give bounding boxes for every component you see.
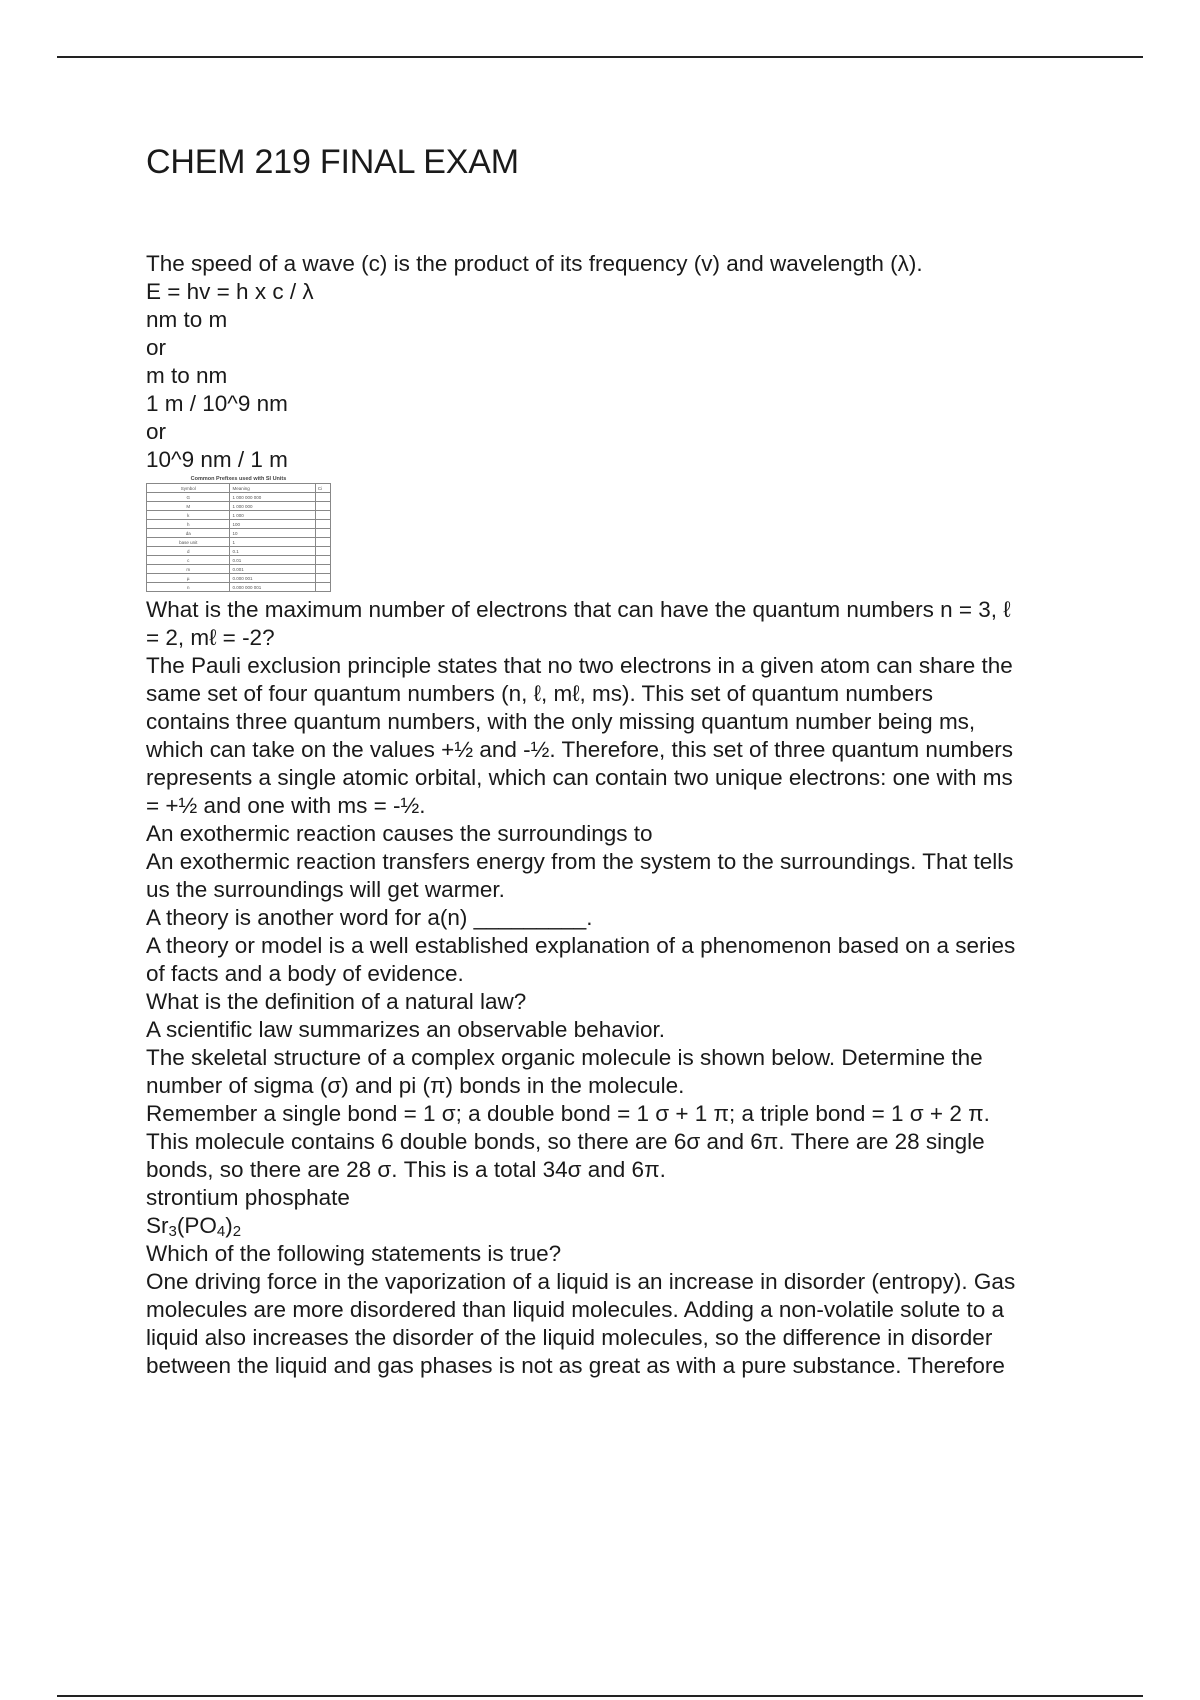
text-line: which can take on the values +½ and -½. Therefore, this set of three quantum numbers [146, 737, 1013, 762]
formula-part: Sr [146, 1213, 169, 1238]
text-line: One driving force in the vaporization of a liquid is an increase in disorder (entropy). Gas [146, 1269, 1016, 1294]
formula-part: (PO [176, 1213, 217, 1238]
text-line: liquid also increases the disorder of the liquid molecules, so the difference in disorder [146, 1325, 993, 1350]
text-line: or [146, 419, 167, 444]
table-row [147, 520, 331, 529]
text-line: = 2, mℓ = -2? [146, 625, 275, 650]
text-line: nm to m [146, 307, 228, 332]
top-rule [57, 56, 1143, 58]
text-line: bonds, so there are 28 σ. This is a total 34σ and 6π. [146, 1157, 666, 1182]
table-cell: h [147, 520, 230, 529]
table-row [147, 529, 331, 538]
formula-subscript: 2 [232, 1223, 242, 1240]
table-row [147, 511, 331, 520]
table-cell [315, 547, 330, 556]
si-prefix-table [146, 476, 331, 592]
intro-section [146, 250, 1086, 474]
table-row [147, 502, 331, 511]
text-line: The speed of a wave (c) is the product of its frequency (v) and wavelength (λ). [146, 251, 923, 276]
text-line: or [146, 335, 167, 360]
table-cell [315, 556, 330, 565]
chemical-formula [146, 1212, 1086, 1240]
table-cell: 1 000 [230, 511, 315, 520]
text-line: The skeletal structure of a complex organic molecule is shown below. Determine the [146, 1045, 983, 1070]
text-line: A theory or model is a well established explanation of a phenomenon based on a series [146, 933, 1016, 958]
table-cell: n [147, 583, 230, 592]
text-line: strontium phosphate [146, 1185, 350, 1210]
text-line: us the surroundings will get warmer. [146, 877, 505, 902]
table-cell [315, 493, 330, 502]
table-row [147, 583, 331, 592]
table-cell: 0.000 000 001 [230, 583, 315, 592]
text-line: number of sigma (σ) and pi (π) bonds in the molecule. [146, 1073, 685, 1098]
document-body [146, 140, 1086, 1380]
table-header-row [147, 484, 331, 493]
si-table-caption: Common Prefixes used with SI Units [190, 476, 287, 482]
text-line: What is the definition of a natural law? [146, 989, 527, 1014]
table-cell: 0.1 [230, 547, 315, 556]
table-header-cell: Meaning [230, 484, 315, 493]
text-line: of facts and a body of evidence. [146, 961, 464, 986]
table-row [147, 493, 331, 502]
text-line: An exothermic reaction causes the surroundings to [146, 821, 653, 846]
text-line: An exothermic reaction transfers energy from the system to the surroundings. That tells [146, 849, 1014, 874]
table-cell: da [147, 529, 230, 538]
table-row [147, 538, 331, 547]
table-cell: k [147, 511, 230, 520]
table-row [147, 556, 331, 565]
text-line: between the liquid and gas phases is not as great as with a pure substance. Therefore [146, 1353, 1005, 1378]
table-cell: 1 000 000 [230, 502, 315, 511]
table-cell: 1 000 000 000 [230, 493, 315, 502]
table-header-cell: Ci [315, 484, 330, 493]
table-cell: 100 [230, 520, 315, 529]
text-line: Remember a single bond = 1 σ; a double bond = 1 σ + 1 π; a triple bond = 1 σ + 2 π. [146, 1101, 990, 1126]
text-line: What is the maximum number of electrons that can have the quantum numbers n = 3, ℓ [146, 597, 1011, 622]
text-line: contains three quantum numbers, with the only missing quantum number being ms, [146, 709, 976, 734]
page-title: CHEM 219 FINAL EXAM [146, 143, 519, 181]
questions-section [146, 596, 1086, 1380]
text-line: A scientific law summarizes an observable behavior. [146, 1017, 665, 1042]
table-cell: d [147, 547, 230, 556]
text-line: This molecule contains 6 double bonds, so there are 6σ and 6π. There are 28 single [146, 1129, 985, 1154]
text-line: represents a single atomic orbital, which can contain two unique electrons: one with ms [146, 765, 1013, 790]
table-cell: c [147, 556, 230, 565]
table-row [147, 565, 331, 574]
table-cell [315, 529, 330, 538]
text-line: A theory is another word for a(n) _________. [146, 905, 593, 930]
table-cell: 0.001 [230, 565, 315, 574]
table-cell [315, 511, 330, 520]
table-header-cell: Symbol [147, 484, 230, 493]
table-cell [315, 574, 330, 583]
si-table [146, 483, 331, 592]
text-line: E = hv = h x c / λ [146, 279, 314, 304]
table-cell [315, 538, 330, 547]
text-line: same set of four quantum numbers (n, ℓ, mℓ, ms). This set of quantum numbers [146, 681, 933, 706]
text-line: Which of the following statements is true? [146, 1241, 562, 1266]
table-cell: M [147, 502, 230, 511]
table-row [147, 574, 331, 583]
table-cell [315, 502, 330, 511]
text-line: The Pauli exclusion principle states that no two electrons in a given atom can share the [146, 653, 1013, 678]
text-line: molecules are more disordered than liquid molecules. Adding a non-volatile solute to a [146, 1297, 1004, 1322]
table-cell: base unit [147, 538, 230, 547]
text-line: = +½ and one with ms = -½. [146, 793, 426, 818]
table-cell: m [147, 565, 230, 574]
formula-subscript: 4 [216, 1223, 226, 1240]
table-cell [315, 520, 330, 529]
table-cell: 0.01 [230, 556, 315, 565]
text-line: 10^9 nm / 1 m [146, 447, 288, 472]
table-cell: G [147, 493, 230, 502]
table-row [147, 547, 331, 556]
table-cell [315, 565, 330, 574]
formula-part: ) [225, 1213, 233, 1238]
table-cell: 0.000 001 [230, 574, 315, 583]
table-cell: 1 [230, 538, 315, 547]
table-cell [315, 583, 330, 592]
text-line: 1 m / 10^9 nm [146, 391, 288, 416]
text-line: m to nm [146, 363, 228, 388]
formula-subscript: 3 [168, 1223, 177, 1240]
table-cell: µ [147, 574, 230, 583]
table-cell: 10 [230, 529, 315, 538]
bottom-rule [57, 1695, 1143, 1697]
